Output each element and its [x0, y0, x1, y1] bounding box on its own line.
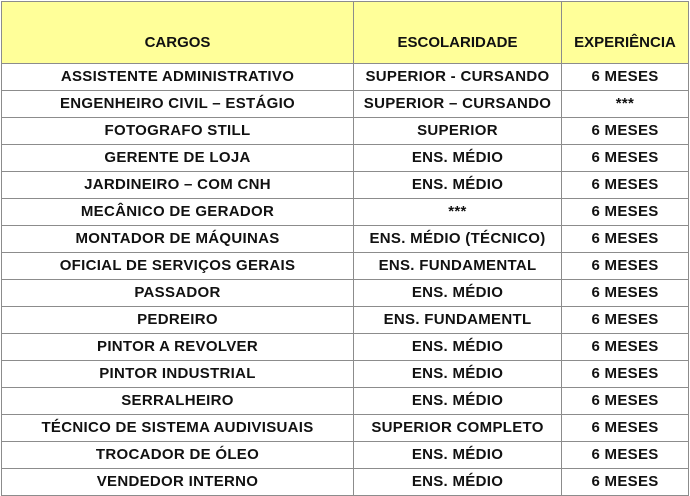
experiencia-cell: 6 MESES [562, 118, 689, 145]
cargo-cell: MECÂNICO DE GERADOR [2, 199, 354, 226]
cargo-cell: PEDREIRO [2, 307, 354, 334]
cargo-cell: GERENTE DE LOJA [2, 145, 354, 172]
escolaridade-cell: ENS. MÉDIO [354, 172, 562, 199]
table-row [2, 388, 689, 415]
cargo-cell: ENGENHEIRO CIVIL – ESTÁGIO [2, 91, 354, 118]
table-body [2, 64, 689, 496]
experiencia-cell: 6 MESES [562, 253, 689, 280]
table-header [2, 2, 689, 64]
experiencia-cell: 6 MESES [562, 388, 689, 415]
table-row [2, 199, 689, 226]
cargo-cell: MONTADOR DE MÁQUINAS [2, 226, 354, 253]
cargo-cell: SERRALHEIRO [2, 388, 354, 415]
experiencia-cell: 6 MESES [562, 442, 689, 469]
cargo-cell: JARDINEIRO – COM CNH [2, 172, 354, 199]
experiencia-cell: 6 MESES [562, 469, 689, 496]
cargo-cell: OFICIAL DE SERVIÇOS GERAIS [2, 253, 354, 280]
experiencia-cell: 6 MESES [562, 226, 689, 253]
experiencia-cell: 6 MESES [562, 64, 689, 91]
cargo-cell: PINTOR A REVOLVER [2, 334, 354, 361]
cargo-cell: FOTOGRAFO STILL [2, 118, 354, 145]
cargo-cell: PASSADOR [2, 280, 354, 307]
table-row [2, 280, 689, 307]
cargo-cell: ASSISTENTE ADMINISTRATIVO [2, 64, 354, 91]
header-escolaridade: ESCOLARIDADE [354, 2, 562, 64]
table-row [2, 253, 689, 280]
header-experiencia: EXPERIÊNCIA [562, 2, 689, 64]
header-row [2, 2, 689, 64]
table-row [2, 334, 689, 361]
escolaridade-cell: ENS. MÉDIO [354, 469, 562, 496]
escolaridade-cell: ENS. FUNDAMENTL [354, 307, 562, 334]
escolaridade-cell: ENS. MÉDIO [354, 442, 562, 469]
escolaridade-cell: ENS. FUNDAMENTAL [354, 253, 562, 280]
header-cargos: CARGOS [2, 2, 354, 64]
escolaridade-cell: SUPERIOR [354, 118, 562, 145]
table-row [2, 118, 689, 145]
table-row [2, 64, 689, 91]
experiencia-cell: 6 MESES [562, 361, 689, 388]
table-row [2, 415, 689, 442]
cargo-cell: TROCADOR DE ÓLEO [2, 442, 354, 469]
table-row [2, 361, 689, 388]
cargo-cell: VENDEDOR INTERNO [2, 469, 354, 496]
table-row [2, 226, 689, 253]
table-row [2, 145, 689, 172]
escolaridade-cell: SUPERIOR - CURSANDO [354, 64, 562, 91]
experiencia-cell: *** [562, 91, 689, 118]
table-row [2, 307, 689, 334]
escolaridade-cell: ENS. MÉDIO [354, 145, 562, 172]
escolaridade-cell: ENS. MÉDIO [354, 334, 562, 361]
table-row [2, 172, 689, 199]
table-row [2, 442, 689, 469]
cargo-cell: PINTOR INDUSTRIAL [2, 361, 354, 388]
cargo-cell: TÉCNICO DE SISTEMA AUDIVISUAIS [2, 415, 354, 442]
experiencia-cell: 6 MESES [562, 307, 689, 334]
escolaridade-cell: ENS. MÉDIO [354, 280, 562, 307]
escolaridade-cell: *** [354, 199, 562, 226]
experiencia-cell: 6 MESES [562, 199, 689, 226]
experiencia-cell: 6 MESES [562, 172, 689, 199]
escolaridade-cell: SUPERIOR – CURSANDO [354, 91, 562, 118]
escolaridade-cell: ENS. MÉDIO [354, 361, 562, 388]
escolaridade-cell: SUPERIOR COMPLETO [354, 415, 562, 442]
experiencia-cell: 6 MESES [562, 280, 689, 307]
table-row [2, 469, 689, 496]
escolaridade-cell: ENS. MÉDIO (TÉCNICO) [354, 226, 562, 253]
experiencia-cell: 6 MESES [562, 334, 689, 361]
experiencia-cell: 6 MESES [562, 415, 689, 442]
table-row [2, 91, 689, 118]
experiencia-cell: 6 MESES [562, 145, 689, 172]
job-openings-table [1, 1, 689, 496]
escolaridade-cell: ENS. MÉDIO [354, 388, 562, 415]
